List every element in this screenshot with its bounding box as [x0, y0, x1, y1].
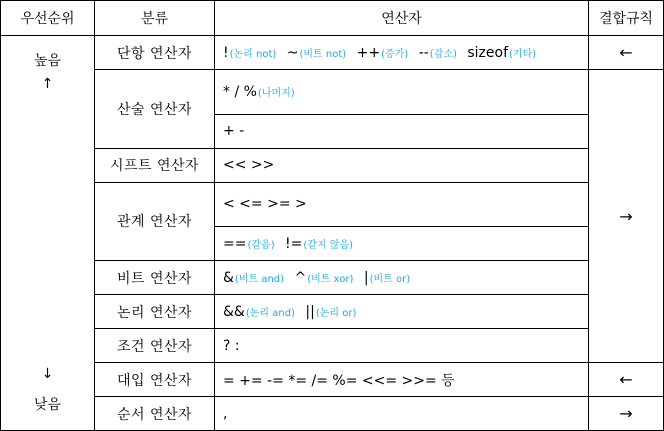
table-row — [1, 36, 664, 70]
assoc-unary: ← — [589, 36, 664, 70]
op-bitwise-xor: ^ — [294, 269, 307, 286]
op-note: (비트 not) — [299, 48, 347, 60]
table-row — [1, 261, 664, 295]
op-mul-div-mod: * / % — [223, 83, 257, 100]
down-arrow-icon: ↓ — [41, 366, 54, 382]
operators-unary — [215, 36, 589, 70]
header-category: 분류 — [95, 1, 215, 36]
table-row — [1, 70, 664, 115]
table-row — [1, 182, 664, 227]
category-relational: 관계 연산자 — [95, 182, 215, 261]
priority-low-label: 낮음 — [33, 397, 62, 413]
assoc-group: → — [589, 70, 664, 363]
operators-logical — [215, 295, 589, 329]
table-row — [1, 363, 664, 397]
operators-conditional: ? : — [215, 329, 589, 363]
table-row — [1, 329, 664, 363]
op-note: (비트 or) — [369, 273, 411, 285]
assoc-assignment: ← — [589, 363, 664, 397]
op-logical-or: || — [305, 303, 315, 320]
operators-arithmetic-mul — [215, 70, 589, 115]
op-note: (나머지) — [257, 87, 295, 99]
assoc-comma: → — [589, 397, 664, 431]
header-priority: 우선순위 — [1, 1, 95, 36]
op-note: (비트 and) — [234, 273, 285, 285]
op-logical-and: && — [223, 303, 245, 320]
header-associativity: 결합규칙 — [589, 1, 664, 36]
operators-shift: << >> — [215, 148, 589, 182]
operators-bitwise — [215, 261, 589, 295]
header-operator: 연산자 — [215, 1, 589, 36]
op-note: (같음) — [247, 239, 275, 251]
op-bitwise-not: ~ — [286, 44, 299, 61]
category-unary: 단항 연산자 — [95, 36, 215, 70]
category-arithmetic: 산술 연산자 — [95, 70, 215, 149]
op-increment: ++ — [356, 44, 381, 61]
priority-high-label: 높음 — [33, 53, 62, 69]
category-assignment: 대입 연산자 — [95, 363, 215, 397]
op-bitwise-or: | — [363, 269, 369, 286]
table-row — [1, 397, 664, 431]
op-not-equal: != — [285, 235, 303, 252]
category-shift: 시프트 연산자 — [95, 148, 215, 182]
op-sizeof: sizeof — [467, 44, 509, 61]
operators-arithmetic-add: + - — [215, 114, 589, 148]
table-row — [1, 148, 664, 182]
op-decrement: -- — [418, 44, 429, 61]
category-bitwise: 비트 연산자 — [95, 261, 215, 295]
op-note: (기타) — [509, 48, 537, 60]
op-note: (증가) — [381, 48, 409, 60]
op-note: (논리 and) — [245, 307, 295, 319]
op-logical-not: ! — [223, 44, 229, 61]
priority-column — [1, 36, 95, 431]
op-note: (같지 않음) — [303, 239, 354, 251]
operators-relational-equality — [215, 227, 589, 261]
op-note: (논리 or) — [315, 307, 357, 319]
op-note: (논리 not) — [229, 48, 277, 60]
op-note: (비트 xor) — [307, 273, 354, 285]
category-conditional: 조건 연산자 — [95, 329, 215, 363]
category-logical: 논리 연산자 — [95, 295, 215, 329]
operators-assignment: = += -= *= /= %= <<= >>= 등 — [215, 363, 589, 397]
op-equal: == — [223, 235, 247, 252]
table-row — [1, 295, 664, 329]
up-arrow-icon: ↑ — [41, 76, 54, 92]
op-note: (감소) — [429, 48, 457, 60]
category-comma: 순서 연산자 — [95, 397, 215, 431]
operators-relational-compare: < <= >= > — [215, 182, 589, 227]
op-bitwise-and: & — [223, 269, 234, 286]
operators-comma: , — [215, 397, 589, 431]
